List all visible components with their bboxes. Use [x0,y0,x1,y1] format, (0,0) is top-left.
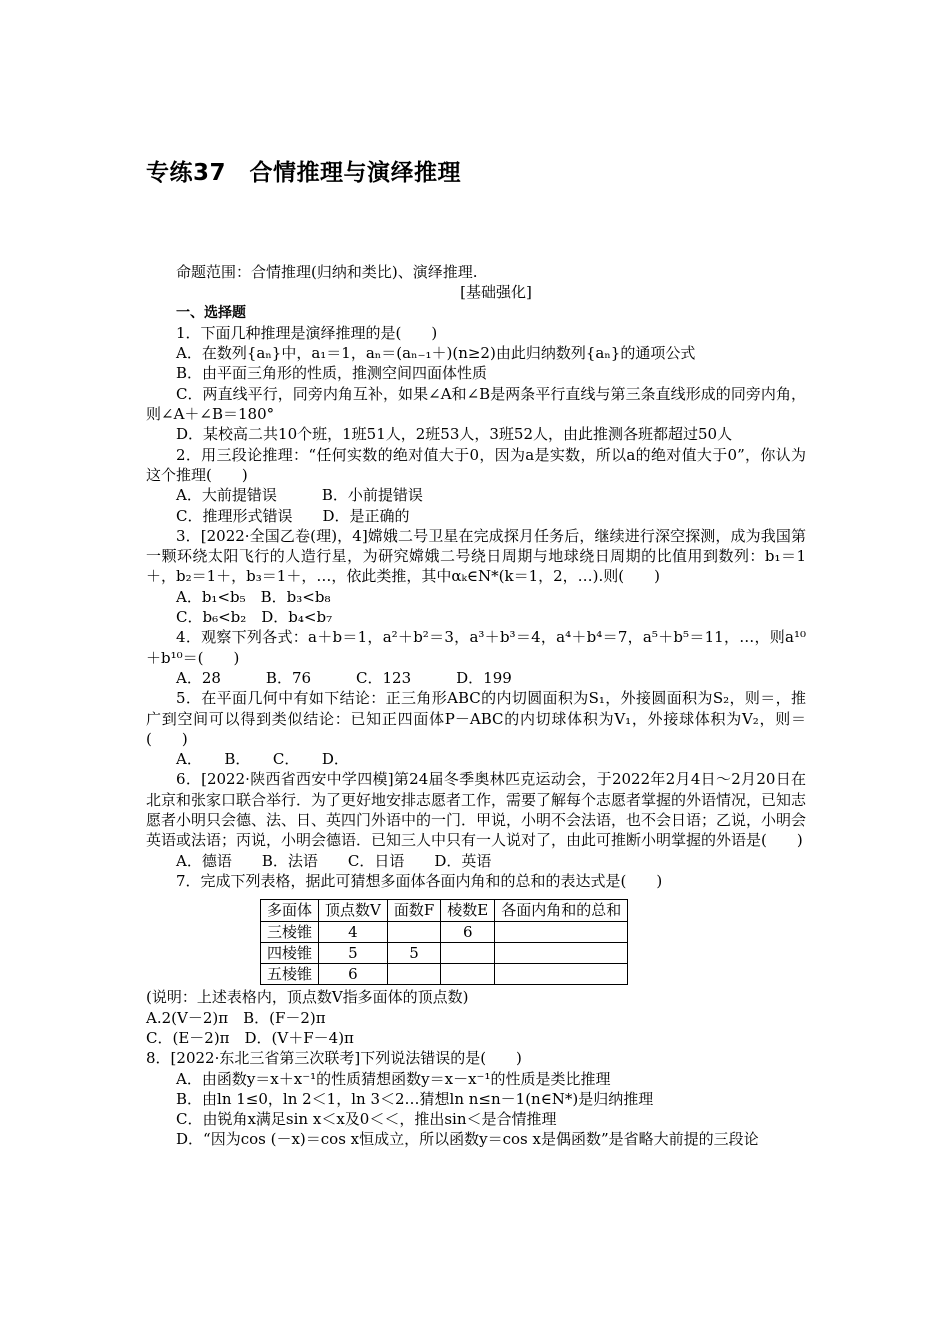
q2-options-ab: A．大前提错误 B．小前提错误 [176,486,423,505]
table-cell: 4 [319,921,388,942]
table-cell: 6 [441,921,495,942]
table-cell: 三棱锥 [261,921,319,942]
table-header-cell: 棱数E [441,900,495,921]
q3-stem: 3．[2022·全国乙卷(理)，4]嫦娥二号卫星在完成探月任务后，继续进行深空探测，成为我国第一颗环绕太阳飞行的人造行星，为研究嫦娥二号绕日周期与地球绕日周期的比值用到数列：b₁＝1＋，b₂＝1＋，b₃＝1＋，…，依此类推，其中αₖ∈N*(k＝1，2，…).则( ) [146,526,806,586]
q1-option-c: C．两直线平行，同旁内角互补，如果∠A和∠B是两条平行直线与第三条直线形成的同旁内角，则∠A＋∠B＝180° [146,384,806,424]
q5-stem: 5．在平面几何中有如下结论：正三角形ABC的内切圆面积为S₁，外接圆面积为S₂，则＝，推广到空间可以得到类似结论：已知正四面体P－ABC的内切球体积为V₁，外接球体积为V₂，则＝( ) [146,689,806,748]
q7-options-cd: C．(E－2)π D．(V＋F－4)π [146,1028,354,1047]
scope-text: 命题范围：合情推理(归纳和类比)、演绎推理. [176,263,478,281]
table-cell [441,964,495,985]
table-cell [441,942,495,963]
table-cell [495,964,628,985]
q8-option-a: A．由函数y＝x＋x⁻¹的性质猜想函数y＝x－x⁻¹的性质是类比推理 [176,1069,611,1088]
table-cell [495,942,628,963]
table-header-cell: 面数F [387,900,440,921]
polyhedron-table [260,899,628,985]
document-body [146,262,806,1150]
q4-options: A．28 B．76 C．123 D．199 [176,668,512,687]
table-cell: 四棱锥 [261,942,319,963]
table-cell [495,921,628,942]
q1-option-d: D．某校高二共10个班，1班51人，2班53人，3班52人，由此推测各班都超过50人 [176,425,733,444]
q7-note: (说明：上述表格内，顶点数V指多面体的顶点数) [146,988,469,1007]
q8-option-d: D．“因为cos (－x)＝cos x恒成立，所以函数y＝cos x是偶函数”是省略大前提的三段论 [176,1130,759,1149]
q2-options-cd: C．推理形式错误 D．是正确的 [176,506,410,525]
table-row [261,964,628,985]
q8-option-c: C．由锐角x满足sin x＜x及0＜＜，推出sin＜是合情推理 [176,1110,557,1129]
table-row [261,942,628,963]
q3-options-ab: A．b₁<b₅ B．b₃<b₈ [176,587,331,606]
section-tag: [基础强化] [460,283,532,302]
table-cell: 五棱锥 [261,964,319,985]
q1-option-a: A．在数列{aₙ}中，a₁＝1，aₙ＝(aₙ₋₁＋)(n≥2)由此归纳数列{aₙ}的通项公式 [176,344,696,363]
q7-options-ab: A.2(V－2)π B．(F－2)π [146,1008,326,1027]
table-row [261,921,628,942]
table-cell: 5 [319,942,388,963]
table-cell [387,921,440,942]
table-header-cell: 顶点数V [319,900,388,921]
table-cell: 5 [387,942,440,963]
q8-option-b: B．由ln 1≤0，ln 2＜1，ln 3＜2…猜想ln n≤n－1(n∈N*)是归纳推理 [176,1089,654,1108]
q2-stem: 2．用三段论推理：“任何实数的绝对值大于0，因为a是实数，所以a的绝对值大于0”，你认为这个推理( ) [146,445,806,484]
q5-options: A． B． C． D． [176,750,349,769]
q4-stem: 4．观察下列各式：a＋b＝1，a²＋b²＝3，a³＋b³＝4，a⁴＋b⁴＝7，a⁵＋b⁵＝11，…，则a¹⁰＋b¹⁰＝( ) [146,628,806,667]
q3-options-cd: C．b₆<b₂ D．b₄<b₇ [176,608,333,627]
section-heading: 一、选择题 [176,304,246,321]
q8-stem: 8．[2022·东北三省第三次联考]下列说法错误的是( ) [146,1049,522,1068]
table-header-cell: 各面内角和的总和 [495,900,628,921]
q7-stem: 7．完成下列表格，据此可猜想多面体各面内角和的总和的表达式是( ) [176,871,663,890]
q6-options: A．德语 B．法语 C．日语 D．英语 [176,851,492,870]
q6-stem: 6．[2022·陕西省西安中学四模]第24届冬季奥林匹克运动会，于2022年2月4日～2月20日在北京和张家口联合举行．为了更好地安排志愿者工作，需要了解每个志愿者掌握的外语情况，已知志愿者小明只会德、法、日、英四门外语中的一门．甲说，小明不会法语，也不会日语；乙说，小明会英语或法语；丙说，小明会德语．已知三人中只有一人说对了，由此可推断小明掌握的外语是( ) [146,770,807,850]
table-header-cell: 多面体 [261,900,319,921]
q1-stem: 1．下面几种推理是演绎推理的是( ) [176,323,438,342]
table-cell: 6 [319,964,388,985]
q1-option-b: B．由平面三角形的性质，推测空间四面体性质 [176,364,488,383]
page-title: 专练37 合情推理与演绎推理 [146,160,462,186]
table-cell [387,964,440,985]
table-header-row [261,900,628,921]
